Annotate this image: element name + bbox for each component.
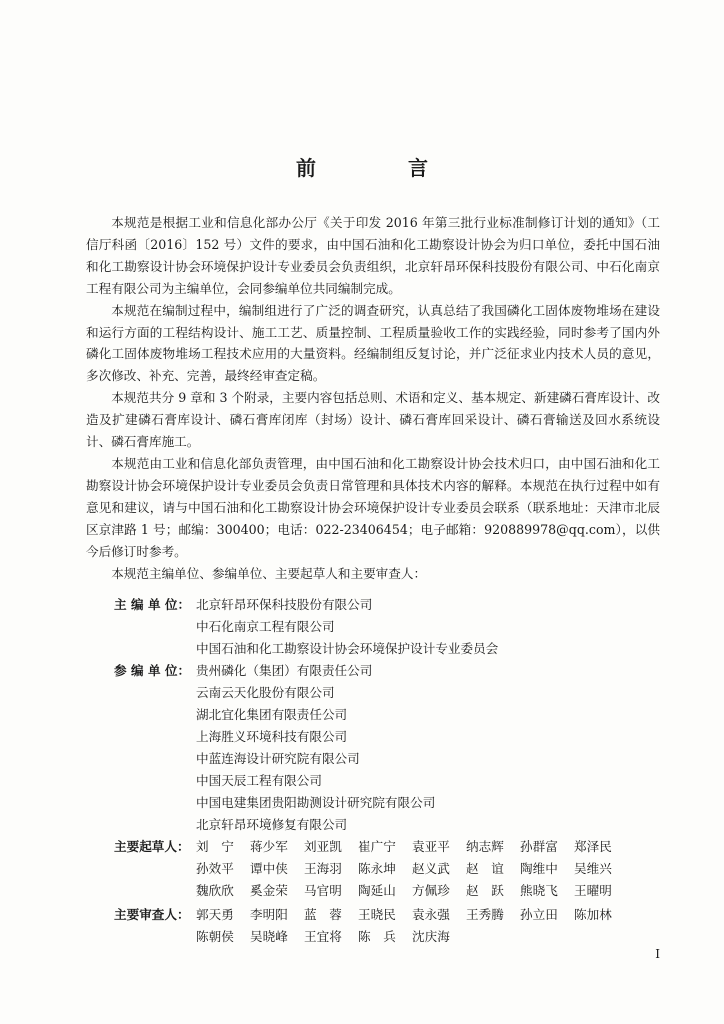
participating-unit: 湖北宜化集团有限责任公司 bbox=[196, 707, 348, 722]
reviewer-name: 吴晓峰 bbox=[250, 929, 288, 944]
page-title: 前 言 bbox=[296, 156, 464, 180]
drafter-name: 郑泽民 bbox=[574, 839, 612, 854]
chief-unit: 北京轩昂环保科技股份有限公司 bbox=[196, 597, 373, 612]
drafter-name: 陈永坤 bbox=[358, 861, 396, 876]
drafter-name: 蒋少军 bbox=[250, 839, 288, 854]
chief-unit: 中国石油和化工勘察设计协会环境保护设计专业委员会 bbox=[196, 641, 499, 656]
drafter-name: 魏欣欣 bbox=[196, 883, 234, 898]
reviewer-name: 王晓民 bbox=[358, 907, 396, 922]
page-number: I bbox=[655, 947, 660, 961]
reviewer-name: 沈庆海 bbox=[412, 929, 450, 944]
drafter-name: 孙群富 bbox=[520, 839, 558, 854]
drafter-name: 纳志辉 bbox=[466, 839, 504, 854]
paragraph-5: 本规范主编单位、参编单位、主要起草人和主要审查人： bbox=[111, 565, 427, 581]
drafter-name: 奚金荣 bbox=[250, 883, 288, 898]
drafters-label: 主要起草人： bbox=[114, 839, 190, 854]
reviewer-name: 袁永强 bbox=[412, 907, 450, 922]
participating-units-label: 参 编 单 位： bbox=[114, 663, 191, 678]
paragraph-3: 本规范共分 9 章和 3 个附录，主要内容包括总则、术语和定义、基本规定、新建磷石膏库设计、改造及扩建磷石膏库设计、磷石膏库闭库（封场）设计、磷石膏库回采设计、磷石膏输送及回水系统设计、磷石膏库施工。 bbox=[86, 390, 660, 450]
participating-unit: 中蓝连海设计研究院有限公司 bbox=[196, 751, 360, 766]
drafter-name: 陶维中 bbox=[520, 861, 558, 876]
drafter-name: 崔广宁 bbox=[358, 839, 396, 854]
reviewer-name: 陈 兵 bbox=[358, 929, 396, 944]
drafter-name: 王海羽 bbox=[304, 861, 342, 876]
participating-unit: 中国天辰工程有限公司 bbox=[196, 773, 322, 788]
reviewers-list bbox=[196, 904, 636, 948]
participating-unit: 上海胜义环境科技有限公司 bbox=[196, 729, 348, 744]
reviewer-name: 郭天勇 bbox=[196, 907, 234, 922]
reviewers-label: 主要审查人： bbox=[114, 907, 190, 922]
paragraph-1: 本规范是根据工业和信息化部办公厅《关于印发 2016 年第三批行业标准制修订计划的通知》（工信厅科函〔2016〕152 号）文件的要求，由中国石油和化工勘察设计协会为归口单位，委托中国石油和化工勘察设计协会环境保护设计专业委员会负责组织，北京轩昂环保科技股份有限公司、中石化南京工程有限公司为主编单位，会同参编单位共同编制完成。 bbox=[86, 215, 660, 296]
drafter-name: 刘亚凯 bbox=[304, 839, 342, 854]
reviewer-name: 蓝 蓉 bbox=[304, 907, 342, 922]
drafter-name: 刘 宁 bbox=[196, 839, 234, 854]
reviewer-name: 陈加林 bbox=[574, 907, 612, 922]
paragraph-2: 本规范在编制过程中，编制组进行了广泛的调查研究，认真总结了我国磷化工固体废物堆场在建设和运行方面的工程结构设计、施工工艺、质量控制、工程质量验收工作的实践经验，同时参考了国内外磷化工固体废物堆场工程技术应用的大量资料。经编制组反复讨论，并广泛征求业内技术人员的意见，多次修改、补充、完善，最终经审查定稿。 bbox=[86, 302, 660, 384]
reviewer-name: 孙立田 bbox=[520, 907, 558, 922]
reviewer-name: 李明阳 bbox=[250, 907, 288, 922]
drafter-name: 方佩珍 bbox=[412, 883, 450, 898]
participating-unit: 贵州磷化（集团）有限责任公司 bbox=[196, 663, 373, 678]
drafter-name: 吴维兴 bbox=[574, 861, 612, 876]
drafter-name: 马官明 bbox=[304, 883, 342, 898]
chief-unit: 中石化南京工程有限公司 bbox=[196, 619, 335, 634]
reviewer-name: 陈朝侯 bbox=[196, 929, 234, 944]
chief-units-label: 主 编 单 位： bbox=[114, 597, 191, 612]
participating-unit: 北京轩昂环境修复有限公司 bbox=[196, 817, 348, 832]
participating-unit: 云南云天化股份有限公司 bbox=[196, 685, 335, 700]
drafter-name: 谭中侠 bbox=[250, 861, 288, 876]
drafter-name: 赵 谊 bbox=[466, 861, 504, 876]
reviewer-name: 王宜将 bbox=[304, 929, 342, 944]
drafter-name: 王曜明 bbox=[574, 883, 612, 898]
participating-units-list bbox=[196, 660, 435, 836]
drafter-name: 陶延山 bbox=[358, 883, 396, 898]
drafter-name: 赵义武 bbox=[412, 861, 450, 876]
drafter-name: 袁亚平 bbox=[412, 839, 450, 854]
drafters-list bbox=[196, 836, 636, 902]
chief-units-list bbox=[196, 594, 498, 660]
participating-unit: 中国电建集团贵阳勘测设计研究院有限公司 bbox=[196, 795, 436, 810]
reviewer-name: 王秀腾 bbox=[466, 907, 504, 922]
drafter-name: 孙效平 bbox=[196, 861, 234, 876]
paragraph-4: 本规范由工业和信息化部负责管理，由中国石油和化工勘察设计协会技术归口，由中国石油和化工勘察设计协会环境保护设计专业委员会负责日常管理和具体技术内容的解释。本规范在执行过程中如有意见和建议，请与中国石油和化工勘察设计协会环境保护设计专业委员会联系（联系地址：天津市北辰区京津路 1 号；邮编：300400；电话：022-23406454；电子邮箱：920889978@qq.com），以供今后修订时参考。 bbox=[86, 455, 660, 559]
drafter-name: 熊晓飞 bbox=[520, 883, 558, 898]
drafter-name: 赵 跃 bbox=[466, 883, 504, 898]
preface-body bbox=[86, 212, 660, 584]
